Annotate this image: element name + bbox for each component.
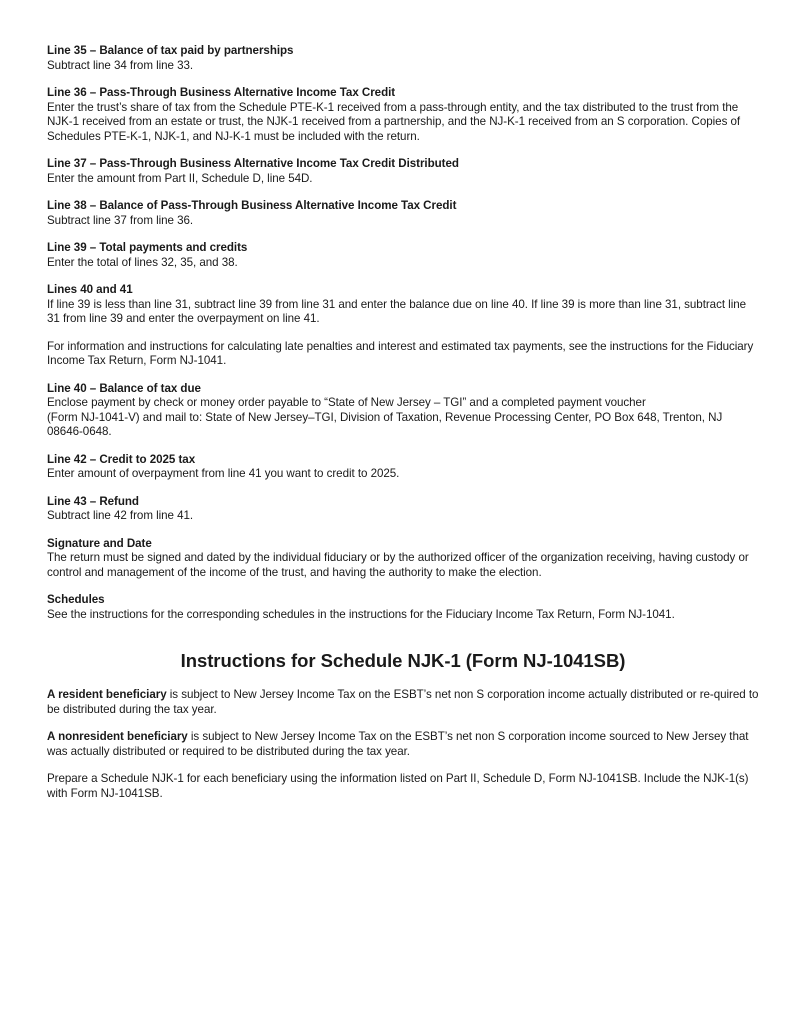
section-heading: Line 42 – Credit to 2025 tax [47,452,196,466]
section-body: See the instructions for the corresponding schedules in the instructions for the Fiduciary Income Tax Return, Form NJ-1041. [47,607,675,621]
section-heading: Line 36 – Pass-Through Business Alternative Income Tax Credit [47,86,396,99]
section-schedules [47,593,759,622]
section-heading: Line 35 – Balance of tax paid by partnerships [47,44,294,57]
section-heading: Line 43 – Refund [47,494,139,508]
section-line-37 [47,157,759,186]
section-body: Subtract line 37 from line 36. [47,213,194,227]
njk1-paragraph-resident [47,688,759,717]
njk1-title: Instructions for Schedule NJK-1 (Form NJ-1041SB) [180,650,626,671]
section-lines-40-41 [47,283,759,369]
section-line-35 [47,44,759,73]
section-body: (Form NJ-1041-V) and mail to: State of New Jersey–TGI, Division of Taxation, Revenue Processing Center, PO Box 648, Trenton, NJ 08646-0648. [47,410,723,438]
section-line-36 [47,86,759,144]
section-body: Enter the total of lines 32, 35, and 38. [47,255,238,269]
section-heading: Lines 40 and 41 [47,283,133,296]
section-body: The return must be signed and dated by the individual fiduciary or by the authorized officer of the organization receiving, having custody or control and management of the income of the trust, and having the authority to make the election. [47,551,749,579]
section-heading: Line 39 – Total payments and credits [47,241,248,254]
section-signature-and-date [47,537,759,581]
section-heading: Line 38 – Balance of Pass-Through Business Alternative Income Tax Credit [47,199,457,212]
paragraph-text: is subject to New Jersey Income Tax on the ESBT’s net non S corporation income actually distributed or re-quired to be distributed during the tax year. [47,688,759,716]
section-body: Enclose payment by check or money order payable to “State of New Jersey – TGI” and a completed payment voucher [47,396,646,409]
section-heading: Schedules [47,593,105,606]
section-line-42 [47,453,759,482]
section-body: If line 39 is less than line 31, subtract line 39 from line 31 and enter the balance due on line 40. If line 39 is more than line 31, subtract line 31 from line 39 and enter the overpayment on line 41. [47,297,747,325]
section-heading: Line 37 – Pass-Through Business Alternative Income Tax Credit Distributed [47,157,459,170]
paragraph-text: is subject to New Jersey Income Tax on the ESBT’s net non S corporation income sourced to New Jersey that was actually distributed or required to be distributed during the tax year. [47,730,749,758]
njk1-paragraph-nonresident [47,730,759,759]
section-body: For information and instructions for calculating late penalties and interest and estimated tax payments, see the instructions for the Fiduciary Income Tax Return, Form NJ-1041. [47,339,754,367]
section-body: Subtract line 42 from line 41. [47,509,194,522]
paragraph-lead: A nonresident beneficiary [47,730,188,743]
section-body: Enter amount of overpayment from line 41 you want to credit to 2025. [47,467,400,480]
paragraph-lead: A resident beneficiary [47,688,167,701]
njk1-paragraph-prepare [47,772,759,801]
section-line-39 [47,241,759,270]
section-body: Subtract line 34 from line 33. [47,58,194,72]
section-body: Enter the trust’s share of tax from the Schedule PTE-K-1 received from a pass-through entity, and the tax distributed to the trust from the NJK-1 received from an estate or trust, the NJK-1 received from a partnership, and the NJ-K-1 received from an S corporation. Copies of Schedules PTE-K-1, NJK-1, and NJ-K-1 must be included with the return. [47,100,741,143]
section-heading: Line 40 – Balance of tax due [47,381,201,395]
section-line-40 [47,382,759,440]
section-line-38 [47,199,759,228]
section-line-43 [47,495,759,524]
paragraph-text: Prepare a Schedule NJK-1 for each beneficiary using the information listed on Part II, Schedule D, Form NJ-1041SB. Include the NJK-1(s) with Form NJ-1041SB. [47,772,749,800]
section-heading: Signature and Date [47,536,152,550]
section-body: Enter the amount from Part II, Schedule D, line 54D. [47,171,313,185]
instructions-page [47,44,759,814]
